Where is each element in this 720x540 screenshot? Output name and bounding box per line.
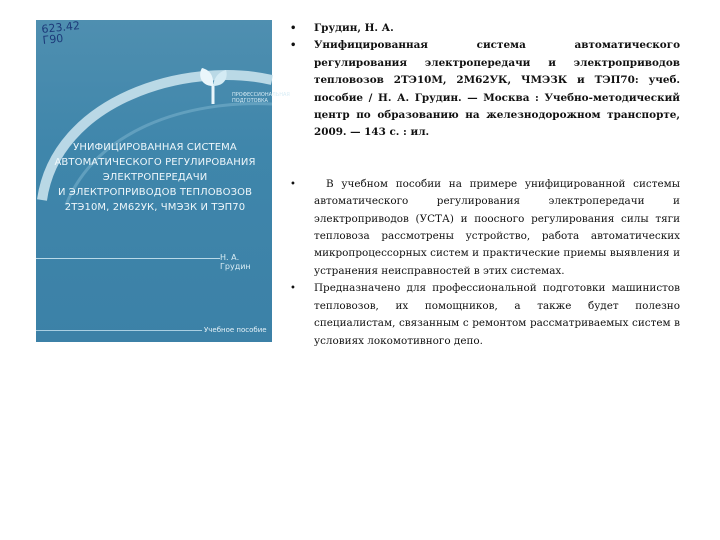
leaf-logo-icon (196, 66, 230, 106)
cover-title-line: АВТОМАТИЧЕСКОГО РЕГУЛИРОВАНИЯ (54, 157, 256, 168)
bibliography-list (290, 20, 680, 350)
cover-publication-type: Учебное пособие (204, 326, 267, 334)
handwritten-call-number (41, 20, 82, 46)
bibliographic-description: Унифицированная система автоматического регулирования электропередачи и электроприводов тепловозов 2ТЭ10М, 2М62УК, ЧМЭЗК и ТЭП70: учеб. пособие / Н. А. Грудин. — Москва : Учебно-методический центр по образованию на железнодорожном транспорте, 2009. — 143 с. : ил. (314, 39, 680, 139)
author-heading: Грудин, Н. А. (314, 22, 394, 34)
list-item (290, 280, 680, 350)
list-item (290, 20, 680, 37)
list-item (290, 37, 680, 141)
cover-title-line: И ЭЛЕКТРОПРИВОДОВ ТЕПЛОВОЗОВ (57, 187, 253, 198)
author-divider (36, 258, 220, 259)
type-divider (36, 330, 202, 331)
cover-title-line: ЭЛЕКТРОПЕРЕДАЧИ (102, 172, 208, 183)
list-item (290, 176, 680, 280)
cover-title (44, 140, 266, 215)
bullet-icon: • (290, 178, 296, 190)
book-cover-image (36, 19, 290, 342)
call-number-line-1: 623.42 (40, 19, 81, 37)
bullet-icon: • (290, 23, 297, 34)
cover-title-line: УНИФИЦИРОВАННАЯ СИСТЕМА (73, 142, 237, 153)
logo-caption: ПРОФЕССИОНАЛЬНАЯ ПОДГОТОВКА (232, 92, 290, 104)
cover-author: Н. А. Грудин (220, 253, 251, 271)
cover-title-line: 2ТЭ10М, 2М62УК, ЧМЭЗК И ТЭП70 (64, 202, 246, 213)
audience-text: Предназначено для профессиональной подготовки машинистов тепловозов, их помощников, а также будет полезно специалистам, связанным с ремонтом рассматриваемых систем в условиях локомотивного депо. (314, 282, 680, 347)
call-number-line-2: Г90 (42, 31, 64, 47)
annotation-text: В учебном пособии на примере унифицированной системы автоматического регулирования электропередачи и электроприводов (УСТА) и поосного регулирования силы тяги тепловоза рассмотрены устройство, работа автоматических микропроцессорных систем и практические приемы выявления и устранения неисправностей в этих системах. (314, 177, 680, 277)
bullet-icon: • (290, 283, 296, 295)
bullet-icon: • (290, 40, 297, 52)
